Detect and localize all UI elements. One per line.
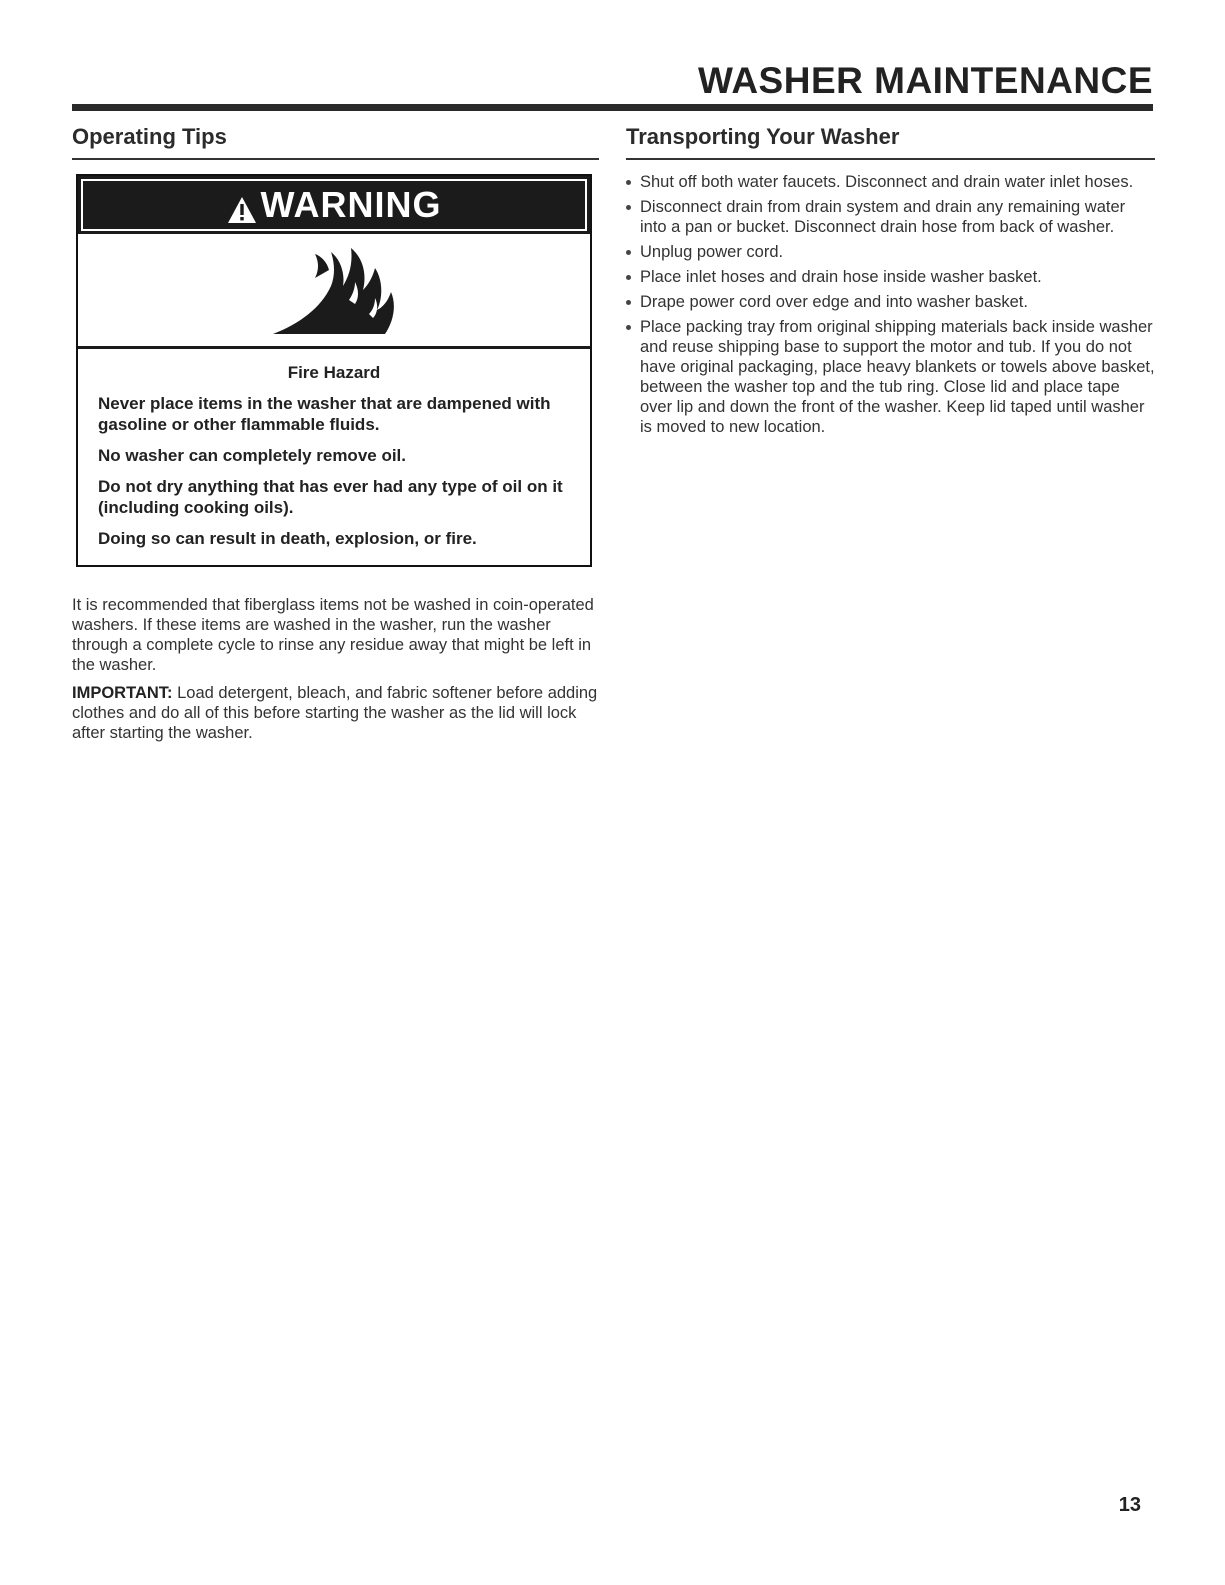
page-number: 13 xyxy=(1118,1494,1141,1516)
list-item: Place inlet hoses and drain hose inside washer basket. xyxy=(626,267,1155,287)
warning-line: Never place items in the washer that are dampened with gasoline or other flammable fluids. xyxy=(98,394,551,434)
warning-label: WARNING xyxy=(260,184,442,225)
list-item: Shut off both water faucets. Disconnect and drain water inlet hoses. xyxy=(626,172,1155,192)
important-text: Load detergent, bleach, and fabric softener before adding clothes and do all of this before starting the washer as the lid will lock after starting the washer. xyxy=(72,684,598,742)
warning-text xyxy=(78,349,590,565)
transporting-heading: Transporting Your Washer xyxy=(626,124,1155,160)
transporting-list xyxy=(626,172,1155,437)
list-item: Place packing tray from original shipping materials back inside washer and reuse shipping base to support the motor and tub. If you do not have original packaging, place heavy blankets or towels above basket, between the washer top and the tub ring. Close lid and place tape over lip and down the front of the washer. Keep lid taped until washer is moved to new location. xyxy=(626,317,1155,437)
fire-symbol-area xyxy=(78,234,590,349)
transporting-section xyxy=(626,124,1155,442)
warning-line: Doing so can result in death, explosion, or fire. xyxy=(98,529,477,548)
operating-tips-body xyxy=(72,595,599,743)
fire-hazard-warning-box xyxy=(76,174,592,567)
operating-tips-section xyxy=(72,124,599,751)
fiberglass-paragraph: It is recommended that fiberglass items not be washed in coin-operated washers. If these items are washed in the washer, run the washer through a complete cycle to rinse any residue away that might be left in the washer. xyxy=(72,596,594,674)
important-label: IMPORTANT: xyxy=(72,684,173,702)
important-paragraph xyxy=(72,683,599,743)
fire-hazard-title: Fire Hazard xyxy=(287,363,381,382)
fire-icon xyxy=(269,240,399,341)
page-title: WASHER MAINTENANCE xyxy=(697,60,1153,101)
title-rule xyxy=(72,104,1153,111)
alert-triangle-icon xyxy=(227,191,257,219)
operating-tips-heading: Operating Tips xyxy=(72,124,599,160)
warning-line: Do not dry anything that has ever had any type of oil on it (including cooking oils). xyxy=(98,477,563,517)
warning-header xyxy=(78,176,590,234)
list-item: Unplug power cord. xyxy=(626,242,1155,262)
list-item: Disconnect drain from drain system and drain any remaining water into a pan or bucket. Disconnect drain hose from back of washer. xyxy=(626,197,1155,237)
warning-line: No washer can completely remove oil. xyxy=(98,446,407,465)
list-item: Drape power cord over edge and into washer basket. xyxy=(626,292,1155,312)
